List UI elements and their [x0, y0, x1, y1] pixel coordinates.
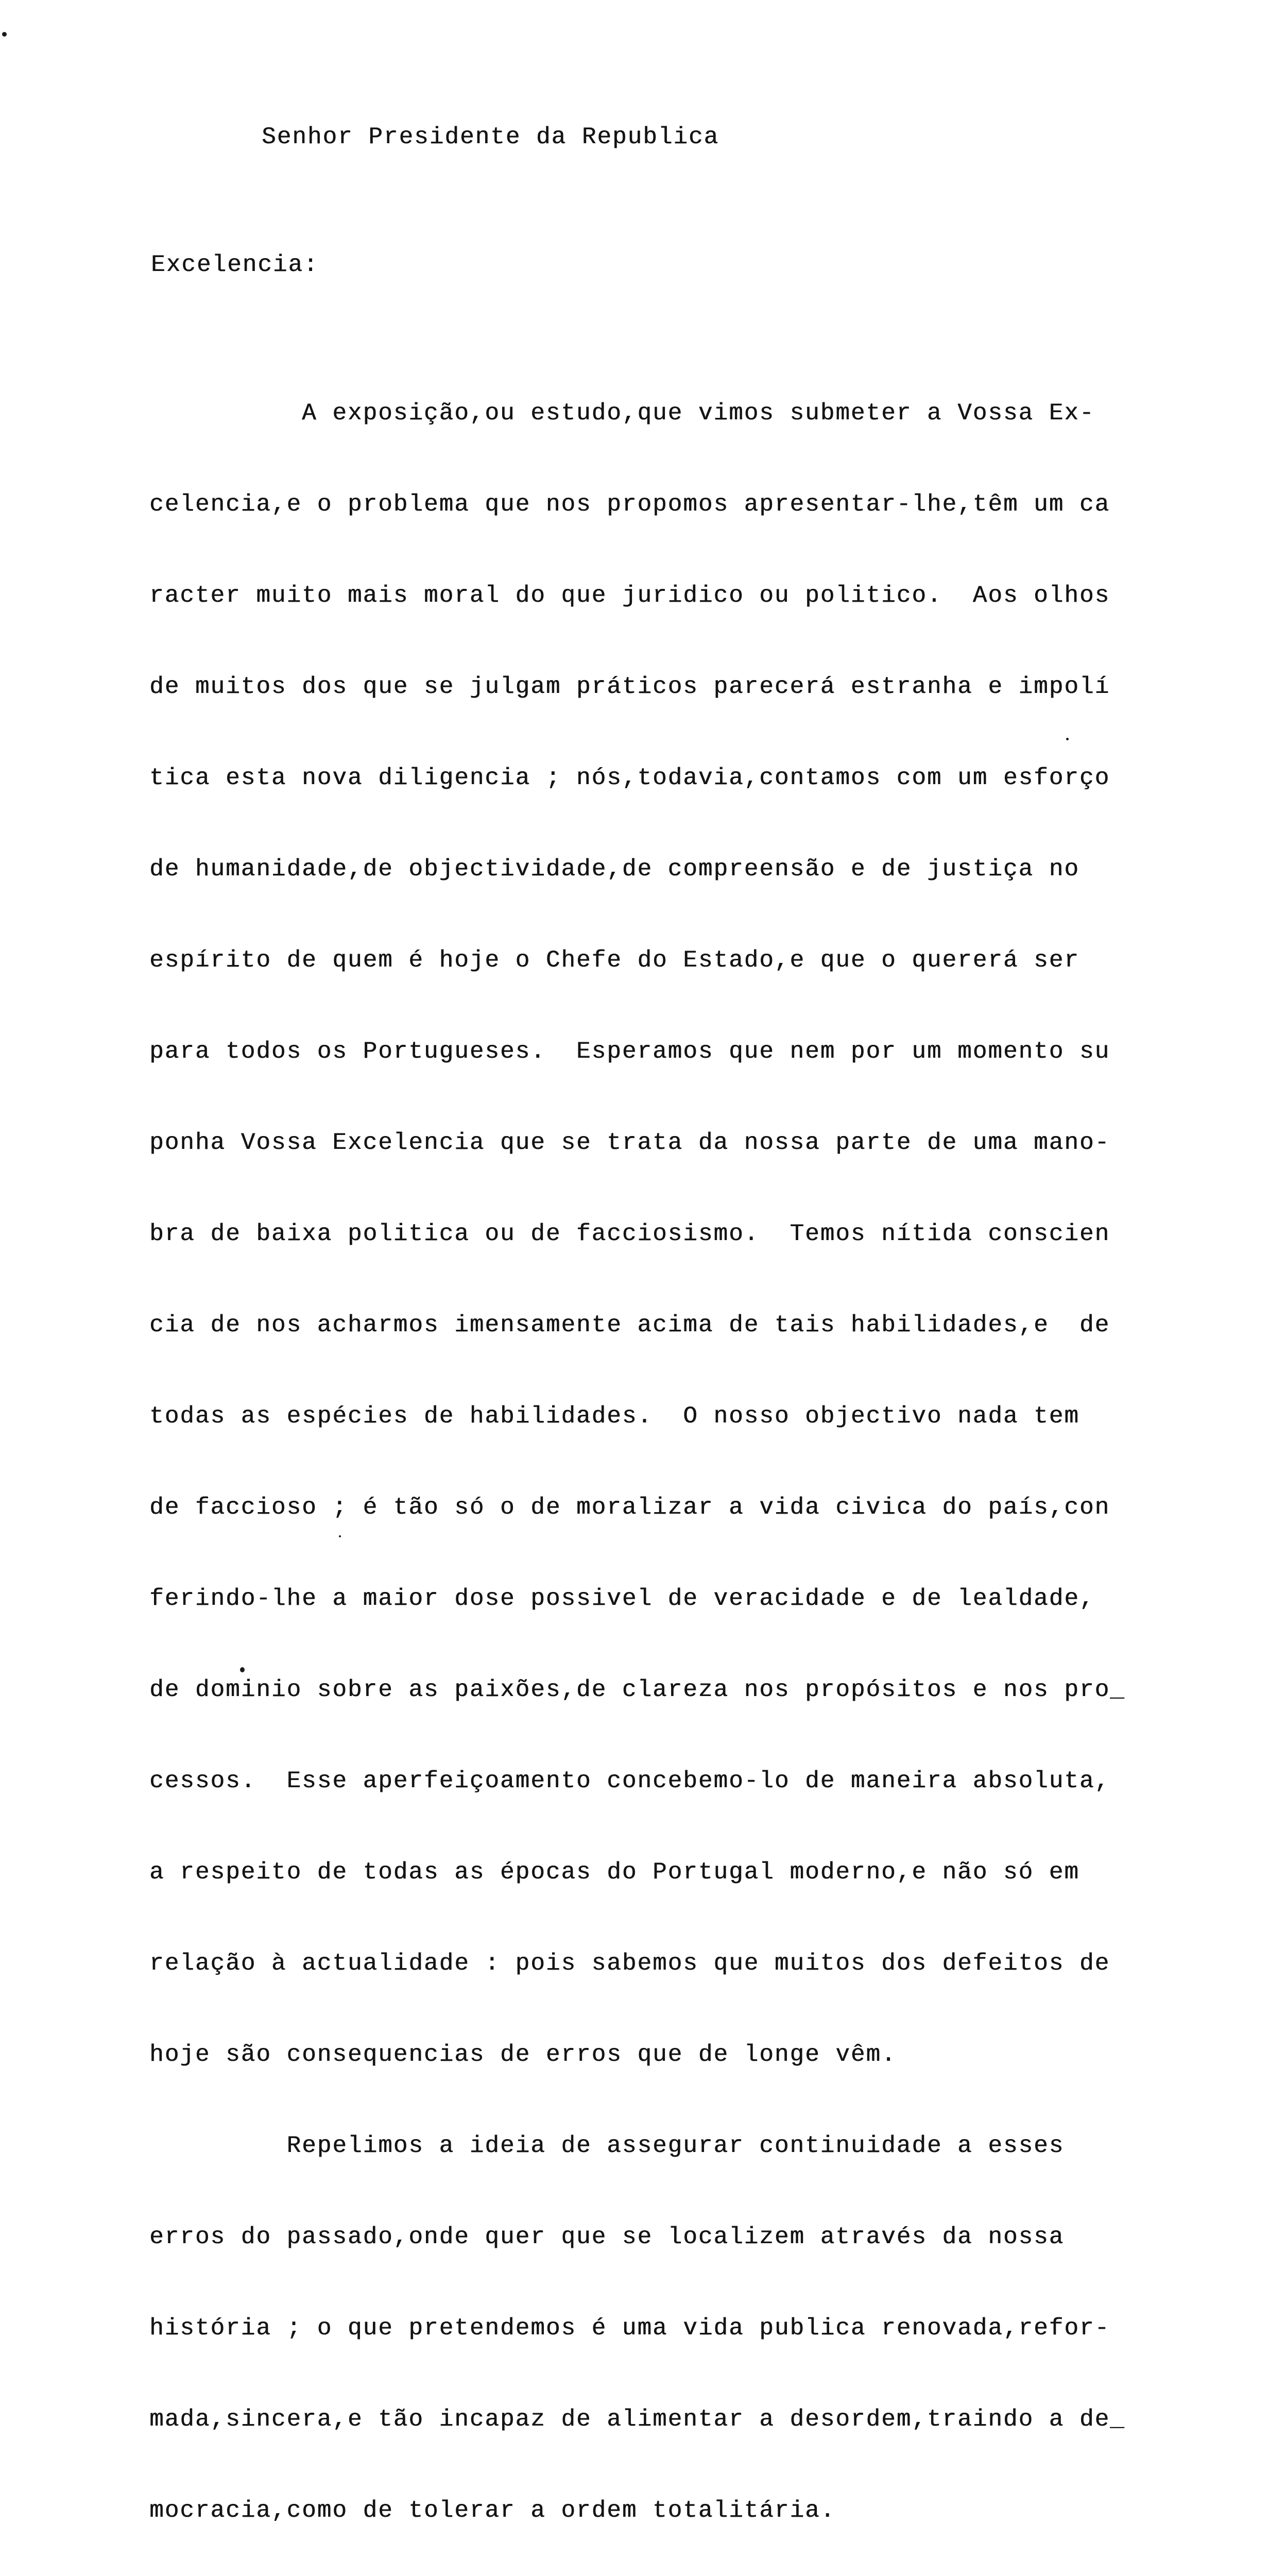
body-line: bra de baixa politica ou de facciosismo. Temos nítida conscien: [149, 1221, 1110, 1247]
scan-speck: [2, 32, 7, 37]
body-line: a respeito de todas as épocas do Portugal moderno,e não só em: [149, 1859, 1079, 1886]
body-line: A exposição,ou estudo,que vimos submeter a Vossa Ex-: [149, 400, 1095, 427]
body-line: história ; o que pretendemos é uma vida publica renovada,refor-: [149, 2315, 1110, 2342]
body-line: celencia,e o problema que nos propomos apresentar-lhe,têm um ca: [149, 491, 1110, 518]
scan-speck: [339, 1535, 341, 1537]
body-line: de muitos dos que se julgam práticos parecerá estranha e impolí: [149, 673, 1110, 700]
body-line: de dominio sobre as paixões,de clareza nos propósitos e nos pro_: [149, 1676, 1125, 1703]
body-line: ferindo-lhe a maior dose possivel de veracidade e de lealdade,: [149, 1585, 1095, 1612]
body-line: para todos os Portugueses. Esperamos que nem por um momento su: [149, 1038, 1110, 1065]
body-line: Repelimos a ideia de assegurar continuidade a esses: [149, 2132, 1065, 2159]
scan-speck: [1066, 738, 1069, 740]
body-line: todas as espécies de habilidades. O nosso objectivo nada tem: [149, 1403, 1079, 1430]
body-line: de humanidade,de objectividade,de compreensão e de justiça no: [149, 856, 1079, 883]
body-line: cessos. Esse aperfeiçoamento concebemo-lo de maneira absoluta,: [149, 1768, 1110, 1794]
body-line: cia de nos acharmos imensamente acima de tais habilidades,e de: [149, 1312, 1110, 1338]
letter-body: [149, 341, 1179, 2576]
body-line: ponha Vossa Excelencia que se trata da nossa parte de uma mano-: [149, 1129, 1110, 1156]
body-line: hoje são consequencias de erros que de longe vêm.: [149, 2041, 897, 2068]
body-line: mada,sincera,e tão incapaz de alimentar a desordem,traindo a de_: [149, 2406, 1125, 2433]
greeting: Excelencia:: [151, 251, 319, 278]
body-line: espírito de quem é hoje o Chefe do Estado,e que o quererá ser: [149, 947, 1079, 974]
body-line: erros do passado,onde quer que se localizem através da nossa: [149, 2224, 1065, 2250]
body-line: mocracia,como de tolerar a ordem totalitária.: [149, 2497, 836, 2524]
body-line: racter muito mais moral do que juridico ou politico. Aos olhos: [149, 582, 1110, 609]
salutation: Senhor Presidente da Republica: [262, 124, 719, 150]
body-line: de faccioso ; é tão só o de moralizar a vida civica do país,con: [149, 1494, 1110, 1521]
scan-speck: [240, 1667, 245, 1672]
body-line: tica esta nova diligencia ; nós,todavia,contamos com um esforço: [149, 765, 1110, 791]
body-line: relação à actualidade : pois sabemos que muitos dos defeitos de: [149, 1950, 1110, 1977]
